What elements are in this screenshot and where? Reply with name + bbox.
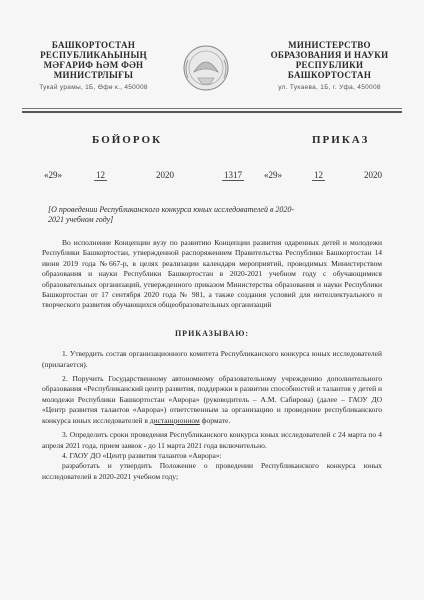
header-left-line: МӘҒАРИФ ҺӘМ ФӘН bbox=[43, 60, 144, 70]
header-right-line: РЕСПУБЛИКИ bbox=[295, 60, 364, 70]
left-month: 12 bbox=[96, 170, 105, 180]
header-left-ministry bbox=[26, 40, 161, 93]
order-item-2 bbox=[42, 374, 382, 426]
header-right-line: ОБРАЗОВАНИЯ И НАУКИ bbox=[270, 50, 389, 60]
order-item-4-sub: разработать и утвердить Положение о проведении Республиканского конкурса юных исследователей в 2020-2021 учебном году; bbox=[42, 461, 382, 481]
right-year: 2020 bbox=[364, 170, 382, 180]
header-left-line: БАШКОРТОСТАН bbox=[51, 40, 136, 50]
intro-paragraph: Во исполнение Концепции вузу по развитию Концепции развития одаренных детей и молодежи Республики Башкортостан, утвержденной распоряжением Правительства Республики Башкортостан 14 июня 2019 года №667-р, в целях реализации календаря мероприятий, проводимых Министерством образования и науки Республики Башкортостан в 2020-2021 учебном году с обучающимися образовательных организаций, утвержденного приказом Министерства образования и науки Республики Башкортостан от 17 сентября 2020 года № 981, а также создания условий для интеллектуального и творческого развития обучающихся общеобразовательных организаций bbox=[42, 238, 382, 310]
title-russian: ПРИКАЗ bbox=[312, 134, 370, 146]
header-divider-thick bbox=[22, 111, 402, 113]
header-right-ministry bbox=[262, 40, 397, 93]
order-body bbox=[42, 238, 382, 482]
order-item-4: 4. ГАОУ ДО «Центр развития талантов «Аврора»: bbox=[62, 450, 222, 460]
order-item-3: 3. Определить сроки проведения Республиканского конкурса юных исследователей с 24 марта по 4 апреля 2021 года, прием заявок - до 11 марта 2021 года включительно. bbox=[42, 430, 382, 450]
order-subject: [О проведении Республиканского конкурса юных исследователей в 2020-2021 учебном году] bbox=[48, 205, 295, 224]
order-number: 1317 bbox=[224, 170, 242, 180]
header-left-line: РЕСПУБЛИКАҺЫНЫҢ bbox=[40, 50, 147, 60]
header-right-address: ул. Тукаева, 1Б, г. Уфа, 450008 bbox=[278, 84, 381, 91]
header-right-line: БАШКОРТОСТАН bbox=[287, 70, 372, 80]
header-right-line: МИНИСТЕРСТВО bbox=[288, 40, 371, 50]
order-item-2-emphasis: дистанционном bbox=[149, 415, 200, 425]
header-divider bbox=[22, 108, 402, 109]
state-emblem-icon bbox=[180, 38, 232, 98]
header-left-line: МИНИСТРЛЫҒЫ bbox=[53, 70, 134, 80]
header-left-address: Тукай урамы, 1Б, Өфө к., 450008 bbox=[39, 84, 148, 91]
right-day: «29» bbox=[264, 170, 282, 180]
title-bashkir: БОЙОРОК bbox=[92, 134, 163, 146]
right-month: 12 bbox=[314, 170, 323, 180]
left-year: 2020 bbox=[156, 170, 174, 180]
order-item-2-end: формате. bbox=[201, 415, 231, 425]
order-item-1: 1. Утвердить состав организационного комитета Республиканского конкурса юных исследователей (прилагается). bbox=[42, 349, 382, 369]
left-day: «29» bbox=[44, 170, 62, 180]
order-heading: ПРИКАЗЫВАЮ: bbox=[174, 328, 250, 338]
order-item-2-text: 2. Поручить Государственному автономному образовательному учреждению дополнительного образования «Республиканский центр развития, поддержки в развитии способностей и талантов у детей и молодежи Республики Башкортостан «Аврора» (руководитель – А.М. Сабирова) (далее – ГАОУ ДО «Центр развития талантов «Аврора») ответственным за организацию и проведение республиканского конкурса юных исследователей в bbox=[42, 374, 382, 425]
